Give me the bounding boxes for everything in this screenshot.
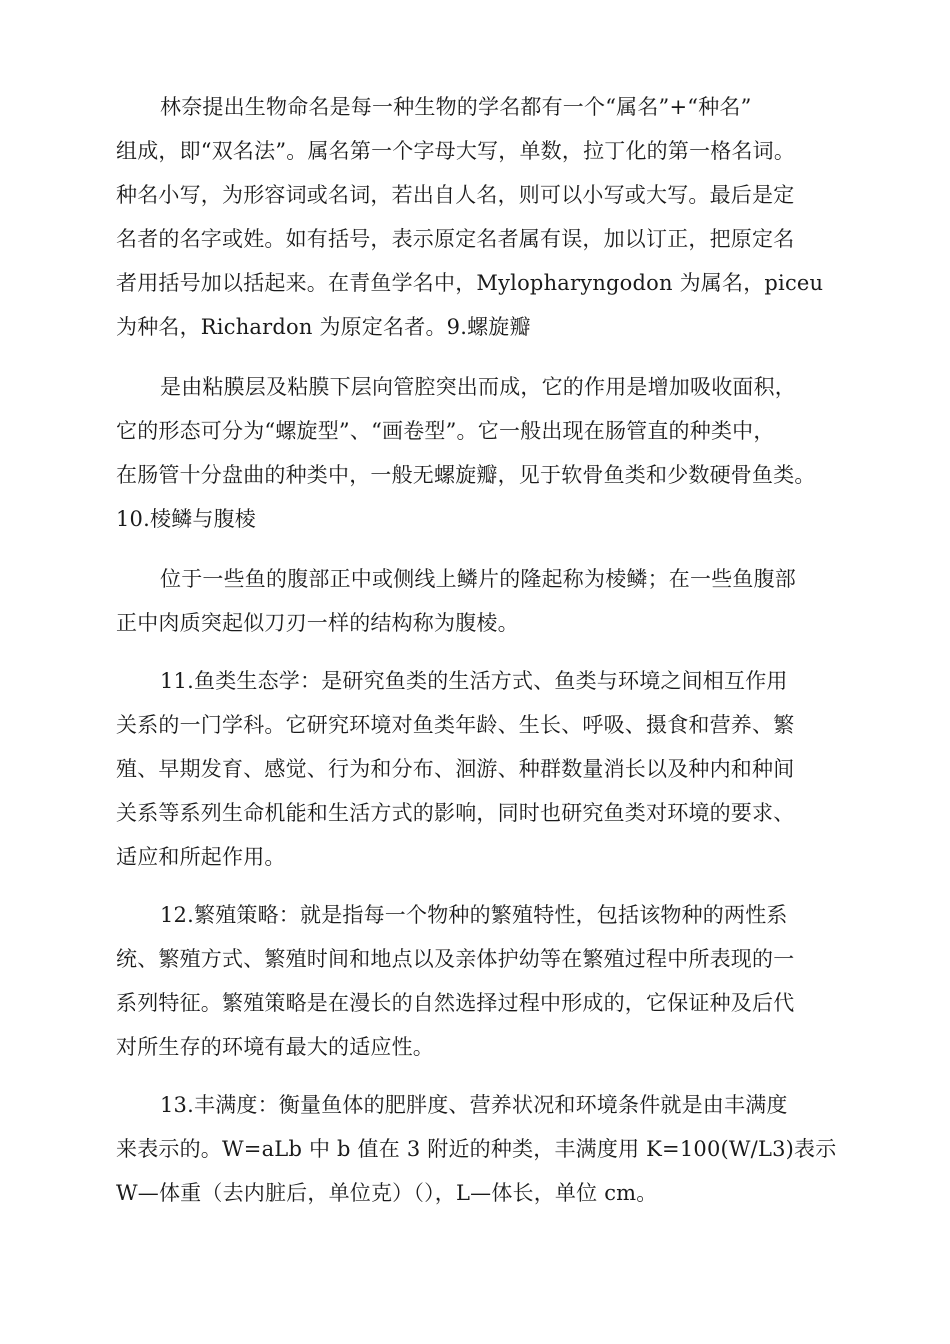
paragraph-line: W—体重（去内脏后，单位克）（），L—体长，单位 cm。 <box>116 1181 658 1205</box>
paragraph-line: 适应和所起作用。 <box>116 845 286 869</box>
paragraph-line: 者用括号加以括起来。在青鱼学名中，Mylopharyngodon 为属名，piceu <box>116 271 824 295</box>
paragraph-line: 来表示的。W=aLb 中 b 值在 3 附近的种类，丰满度用 K=100(W/L3)表示 <box>116 1137 837 1161</box>
paragraph-line: 关系的一门学科。它研究环境对鱼类年龄、生长、呼吸、摄食和营养、繁 <box>116 713 795 737</box>
section-heading: 10.棱鳞与腹棱 <box>116 507 256 531</box>
paragraph-line: 系列特征。繁殖策略是在漫长的自然选择过程中形成的，它保证种及后代 <box>116 991 795 1015</box>
paragraph-line: 对所生存的环境有最大的适应性。 <box>116 1035 434 1059</box>
paragraph-line: 12.繁殖策略：就是指每一个物种的繁殖特性，包括该物种的两性系 <box>160 903 788 927</box>
paragraph-line: 殖、早期发育、感觉、行为和分布、洄游、种群数量消长以及种内和种间 <box>116 757 795 781</box>
paragraph-line: 是由粘膜层及粘膜下层向管腔突出而成，它的作用是增加吸收面积， <box>160 375 796 399</box>
paragraph-line: 为种名，Richardon 为原定名者。9.螺旋瓣 <box>116 315 531 339</box>
paragraph-line: 种名小写，为形容词或名词，若出自人名，则可以小写或大写。最后是定 <box>116 183 795 207</box>
paragraph-line: 正中肉质突起似刀刃一样的结构称为腹棱。 <box>116 611 519 635</box>
paragraph-line: 它的形态可分为“螺旋型”、“画卷型”。它一般出现在肠管直的种类中， <box>116 419 775 443</box>
paragraph-line: 在肠管十分盘曲的种类中，一般无螺旋瓣，见于软骨鱼类和少数硬骨鱼类。 <box>116 463 816 487</box>
paragraph-line: 位于一些鱼的腹部正中或侧线上鳞片的隆起称为棱鳞；在一些鱼腹部 <box>160 567 796 591</box>
paragraph-line: 关系等系列生命机能和生活方式的影响，同时也研究鱼类对环境的要求、 <box>116 801 795 825</box>
paragraph-line: 林奈提出生物命名是每一种生物的学名都有一个“属名”+“种名” <box>160 95 752 119</box>
paragraph-line: 组成，即“双名法”。属名第一个字母大写，单数，拉丁化的第一格名词。 <box>116 139 796 163</box>
paragraph-line: 13.丰满度：衡量鱼体的肥胖度、营养状况和环境条件就是由丰满度 <box>160 1093 788 1117</box>
paragraph-line: 统、繁殖方式、繁殖时间和地点以及亲体护幼等在繁殖过程中所表现的一 <box>116 947 795 971</box>
paragraph-line: 名者的名字或姓。如有括号，表示原定名者属有误，加以订正，把原定名 <box>116 227 795 251</box>
paragraph-line: 11.鱼类生态学：是研究鱼类的生活方式、鱼类与环境之间相互作用 <box>160 669 788 693</box>
